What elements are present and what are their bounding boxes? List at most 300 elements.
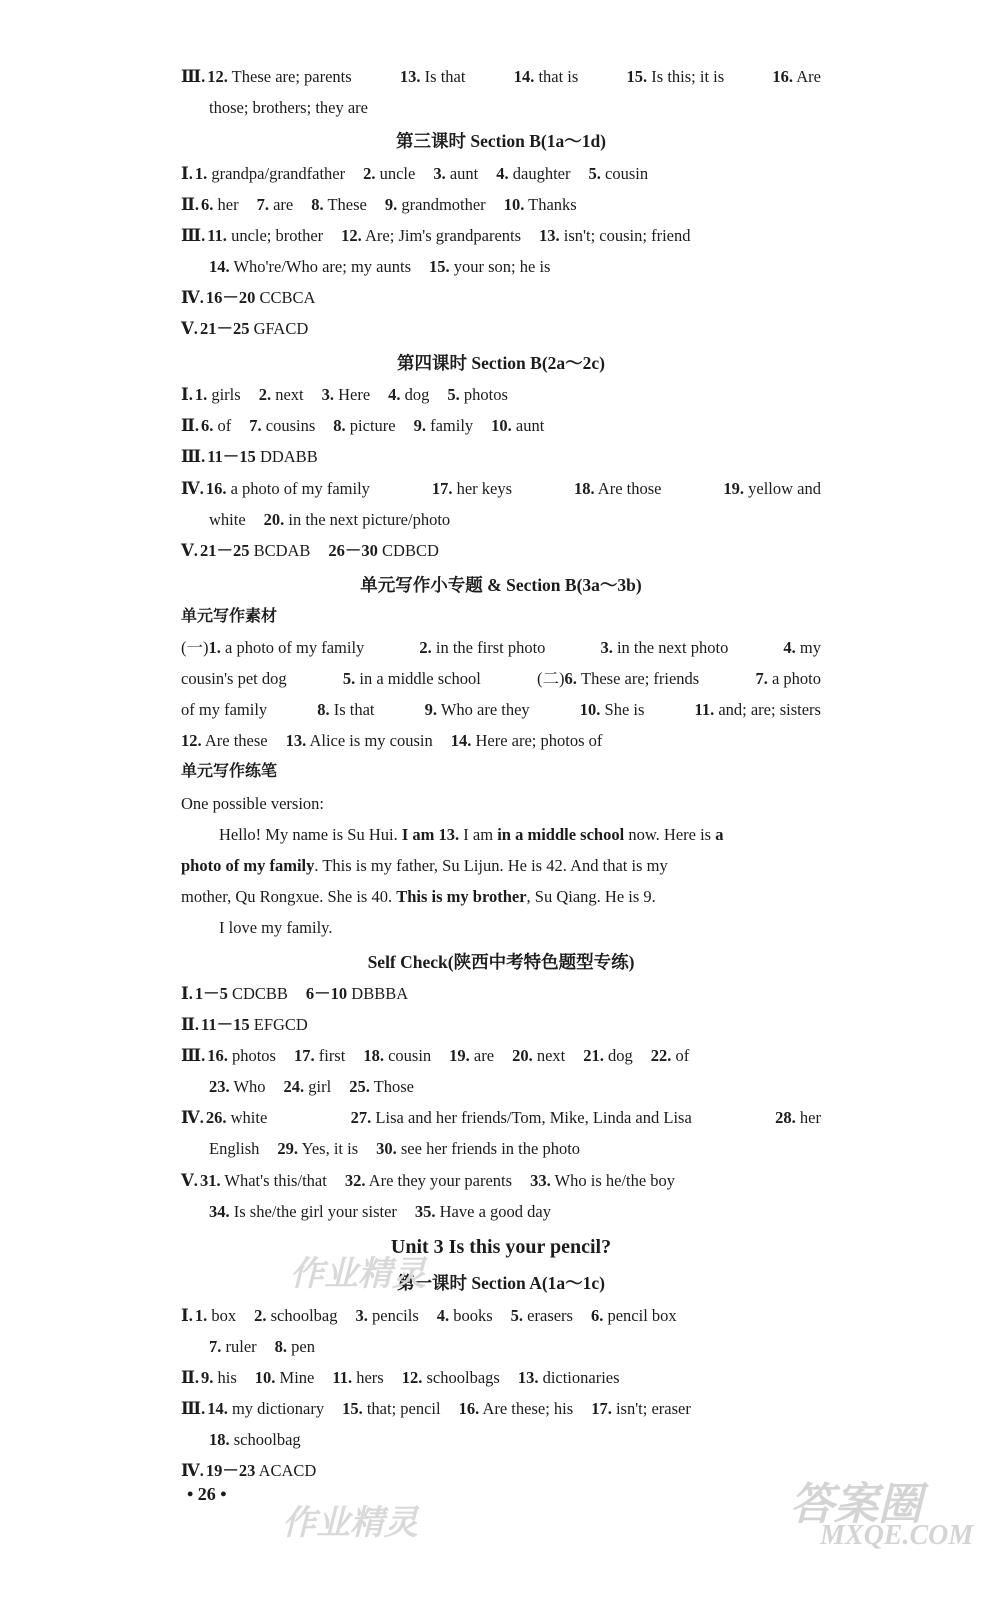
- question-number: 19－23: [205, 1461, 256, 1480]
- answer-item: [343, 668, 481, 690]
- question-number: 12.: [401, 1368, 423, 1387]
- question-number: 11－15: [207, 447, 256, 466]
- answer-item: [306, 984, 408, 1003]
- answer-text: pencils: [372, 1306, 419, 1325]
- answer-text: in the next picture/photo: [288, 510, 451, 529]
- answer-item: [591, 1399, 691, 1418]
- answer-line: [181, 446, 318, 468]
- answer-line: [181, 1460, 316, 1482]
- answer-item: [195, 385, 241, 404]
- answer-text: dictionaries: [542, 1368, 620, 1387]
- question-number: 1.: [194, 164, 208, 183]
- answer-text: What's this/that: [224, 1171, 327, 1190]
- question-number: 17.: [591, 1399, 612, 1418]
- question-number: 16.: [205, 479, 227, 498]
- question-group-numeral: Ⅰ.: [181, 164, 193, 183]
- answer-text: ACACD: [258, 1461, 317, 1480]
- question-number: 15.: [626, 67, 648, 86]
- question-number: 7.: [249, 416, 262, 435]
- answer-text: that is: [538, 67, 579, 86]
- answer-text: Who: [233, 1077, 266, 1096]
- answer-text: Here: [338, 385, 371, 404]
- answer-text: pen: [291, 1337, 315, 1356]
- section-heading: 第一课时 Section A(1a～1c): [396, 1273, 606, 1293]
- question-number: 10.: [254, 1368, 276, 1387]
- question-group-numeral: Ⅴ.: [181, 541, 198, 560]
- answer-item: [207, 447, 317, 466]
- answer-item: [206, 1461, 316, 1480]
- essay-text: Hello! My name is Su Hui.: [219, 825, 402, 844]
- answer-item: [363, 1046, 431, 1065]
- answer-text: These: [327, 195, 367, 214]
- answer-line: [181, 1170, 675, 1192]
- question-number: 1.: [194, 1306, 208, 1325]
- essay-text: , Su Qiang. He is 9.: [526, 887, 656, 906]
- answer-item: [591, 1306, 677, 1325]
- answer-line: [181, 540, 439, 562]
- answer-text: dog: [404, 385, 430, 404]
- answer-item: [201, 416, 231, 435]
- answer-line: [181, 793, 324, 815]
- question-group-numeral: Ⅲ.: [181, 67, 206, 86]
- answer-line: [181, 66, 821, 88]
- answer-text: hers: [356, 1368, 384, 1387]
- answer-text: of: [675, 1046, 690, 1065]
- answer-text: schoolbags: [426, 1368, 500, 1387]
- answer-item: [207, 226, 323, 245]
- answer-text: CCBCA: [259, 288, 316, 307]
- answer-text: Are these: [204, 731, 268, 750]
- section-heading: Self Check(陕西中考特色题型专练): [367, 952, 635, 972]
- answer-item: [580, 699, 645, 721]
- answer-text: next: [275, 385, 304, 404]
- answer-line: [181, 983, 408, 1005]
- answer-item: [332, 1368, 383, 1387]
- answer-line: [209, 1201, 551, 1223]
- answer-item: [259, 385, 304, 404]
- subsection-heading: 单元写作练笔: [181, 763, 278, 780]
- answer-text: cousin's pet dog: [181, 669, 287, 688]
- answer-line: [209, 509, 450, 531]
- question-number: 3.: [433, 164, 446, 183]
- answer-text: a photo of my family: [230, 479, 370, 498]
- answer-text: a photo of my family: [225, 638, 365, 657]
- question-number: 13.: [399, 67, 421, 86]
- question-number: 8.: [333, 416, 346, 435]
- answer-item: [195, 164, 345, 183]
- answer-text: pencil box: [607, 1306, 677, 1325]
- answer-text: Yes, it is: [301, 1139, 359, 1158]
- answer-item: [181, 637, 364, 659]
- answer-item: [206, 1107, 267, 1129]
- answer-item: [207, 66, 351, 88]
- emphasized-text: I am 13.: [401, 825, 460, 844]
- question-number: 4.: [388, 385, 401, 404]
- answer-item: [342, 1399, 441, 1418]
- answer-line: [181, 1107, 821, 1129]
- question-number: 28.: [775, 1108, 796, 1127]
- question-number: 18.: [573, 479, 595, 498]
- answer-text: Are; Jim's grandparents: [365, 226, 522, 245]
- answer-item: [496, 164, 570, 183]
- answer-item: [449, 1046, 494, 1065]
- question-number: 1－5: [194, 984, 228, 1003]
- answer-text: dog: [608, 1046, 633, 1065]
- answer-text: aunt: [515, 416, 545, 435]
- question-number: 35.: [414, 1202, 436, 1221]
- answer-item: [317, 699, 374, 721]
- answer-line: [181, 1014, 308, 1036]
- essay-text: now. Here is: [624, 825, 716, 844]
- answer-text: Lisa and her friends/Tom, Mike, Linda and Lisa: [375, 1108, 692, 1127]
- answer-text: BCDAB: [253, 541, 311, 560]
- answer-text: next: [536, 1046, 566, 1065]
- answer-item: [255, 1368, 315, 1387]
- question-number: 21.: [583, 1046, 604, 1065]
- answer-item: [583, 1046, 633, 1065]
- essay-text: mother, Qu Rongxue. She is 40.: [181, 887, 397, 906]
- answer-item: [419, 637, 545, 659]
- question-number: 6.: [201, 195, 214, 214]
- answer-text: of my family: [181, 700, 268, 719]
- question-number: 5.: [342, 669, 356, 688]
- question-number: 20.: [512, 1046, 533, 1065]
- answer-text: those; brothers; they are: [209, 98, 368, 117]
- answer-text: that; pencil: [366, 1399, 441, 1418]
- answer-item: [257, 195, 294, 214]
- question-number: 17.: [431, 479, 453, 498]
- question-number: 6.: [590, 1306, 604, 1325]
- answer-text: girl: [308, 1077, 332, 1096]
- question-number: 4.: [496, 164, 509, 183]
- answer-item: [589, 164, 649, 183]
- answer-item: [349, 1077, 414, 1096]
- question-number: 30.: [376, 1139, 397, 1158]
- answer-item: [530, 1171, 675, 1190]
- question-number: 23.: [209, 1077, 230, 1096]
- question-number: 11－15: [201, 1015, 250, 1034]
- question-number: 16.: [458, 1399, 480, 1418]
- answer-item: [755, 668, 821, 690]
- answer-item: [322, 385, 371, 404]
- answer-item: [209, 257, 411, 276]
- question-number: 15.: [429, 257, 450, 276]
- answer-item: [694, 699, 820, 721]
- answer-item: [209, 1202, 397, 1221]
- section-heading: 第三课时 Section B(1a～1d): [396, 131, 606, 151]
- answer-item: [447, 385, 508, 404]
- essay-line: [219, 824, 723, 846]
- question-number: 7.: [209, 1337, 222, 1356]
- question-number: 24.: [283, 1077, 305, 1096]
- answer-text: in the next photo: [616, 638, 729, 657]
- question-group-numeral: Ⅳ.: [181, 288, 204, 307]
- answer-text: yellow and: [748, 479, 821, 498]
- answer-text: your son; he is: [453, 257, 551, 276]
- section-heading: 第四课时 Section B(2a～2c): [396, 353, 606, 373]
- answer-item: [249, 416, 315, 435]
- question-number: 34.: [209, 1202, 230, 1221]
- answer-text: girls: [211, 385, 241, 404]
- answer-item: [209, 1139, 259, 1158]
- subsection-heading: 单元写作素材: [181, 608, 278, 625]
- answer-item: [388, 385, 429, 404]
- emphasized-text: This is my brother: [396, 887, 527, 906]
- answer-text: She is: [604, 700, 645, 719]
- answer-text: of: [217, 416, 232, 435]
- question-number: 13.: [285, 731, 307, 750]
- answer-item: [264, 510, 451, 529]
- answer-item: [200, 319, 308, 338]
- answer-text: Are those: [597, 479, 662, 498]
- question-group-numeral: Ⅰ.: [181, 984, 193, 1003]
- question-number: 11.: [694, 700, 715, 719]
- answer-text: cousins: [265, 416, 316, 435]
- answer-item: [514, 66, 579, 88]
- answer-text: Those: [373, 1077, 414, 1096]
- answer-text: uncle: [379, 164, 416, 183]
- question-number: 2.: [363, 164, 376, 183]
- answer-line: [181, 318, 308, 340]
- question-group-numeral: Ⅳ.: [181, 479, 204, 498]
- question-number: 21－25: [199, 319, 250, 338]
- question-number: 6.: [201, 416, 214, 435]
- answer-text: white: [230, 1108, 268, 1127]
- question-number: 6－10: [305, 984, 348, 1003]
- answer-text: isn't; eraser: [615, 1399, 691, 1418]
- answer-text: Alice is my cousin: [309, 731, 433, 750]
- answer-item: [783, 637, 821, 659]
- answer-item: [209, 1430, 301, 1449]
- question-number: 8.: [274, 1337, 288, 1356]
- answer-item: [518, 1368, 620, 1387]
- answer-line: [181, 478, 821, 500]
- question-number: 8.: [311, 195, 324, 214]
- answer-item: [209, 98, 368, 117]
- answer-line: [181, 668, 821, 690]
- answer-line: [181, 287, 315, 309]
- answer-text: her: [217, 195, 239, 214]
- part-label: (一): [181, 638, 209, 657]
- question-number: 18.: [363, 1046, 384, 1065]
- answer-text: books: [453, 1306, 493, 1325]
- question-group-numeral: Ⅰ.: [181, 385, 193, 404]
- answer-item: [311, 195, 367, 214]
- essay-text: . This is my father, Su Lijun. He is 42. And that is my: [314, 856, 668, 875]
- question-number: 32.: [344, 1171, 366, 1190]
- question-group-numeral: Ⅱ.: [181, 195, 200, 214]
- answer-item: [345, 1171, 512, 1190]
- answer-line: [209, 97, 368, 119]
- answer-item: [328, 541, 438, 560]
- answer-text: are: [473, 1046, 495, 1065]
- answer-text: a photo: [771, 669, 821, 688]
- question-number: 9.: [384, 195, 398, 214]
- answer-line: [181, 1305, 677, 1327]
- answer-text: Are these; his: [482, 1399, 574, 1418]
- answer-item: [376, 1139, 580, 1158]
- question-number: 3.: [321, 385, 334, 404]
- question-group-numeral: Ⅴ.: [181, 319, 198, 338]
- answer-text: his: [217, 1368, 237, 1387]
- question-number: 13.: [517, 1368, 539, 1387]
- answer-text: Is this; it is: [651, 67, 725, 86]
- answer-text: grandmother: [401, 195, 486, 214]
- answer-text: Mine: [279, 1368, 315, 1387]
- answer-item: [504, 195, 577, 214]
- answer-line: [181, 1398, 691, 1420]
- question-number: 27.: [350, 1108, 372, 1127]
- question-number: 14.: [450, 731, 472, 750]
- answer-text: her keys: [456, 479, 513, 498]
- question-number: 5.: [510, 1306, 524, 1325]
- answer-item: [775, 1107, 821, 1129]
- answer-text: English: [209, 1139, 260, 1158]
- answer-item: [459, 1399, 574, 1418]
- answer-text: my: [799, 638, 821, 657]
- answer-item: [207, 1046, 276, 1065]
- watermark: 作业精灵: [290, 1256, 426, 1293]
- question-number: 12.: [181, 731, 202, 750]
- answer-text: CDBCD: [382, 541, 439, 560]
- answer-item: [254, 1306, 337, 1325]
- answer-line: [181, 384, 508, 406]
- answer-item: [425, 699, 530, 721]
- essay-line: [181, 855, 668, 877]
- site-url-watermark: MXQE.COM: [820, 1520, 974, 1551]
- question-number: 13.: [539, 226, 560, 245]
- answer-item: [363, 164, 415, 183]
- answer-item: [275, 1337, 315, 1356]
- question-group-numeral: Ⅲ.: [181, 1046, 206, 1065]
- question-number: 11.: [332, 1368, 353, 1387]
- answer-item: [207, 1399, 324, 1418]
- answer-item: [209, 1077, 266, 1096]
- answer-text: my dictionary: [231, 1399, 325, 1418]
- question-number: 19.: [449, 1046, 470, 1065]
- answer-text: in a middle school: [359, 669, 481, 688]
- answer-text: schoolbag: [233, 1430, 301, 1449]
- answer-item: [209, 1337, 257, 1356]
- answer-line: [209, 1076, 414, 1098]
- question-number: 14.: [513, 67, 535, 86]
- question-number: 31.: [199, 1171, 221, 1190]
- answer-item: [209, 510, 246, 529]
- answer-item: [433, 164, 478, 183]
- answer-item: [200, 541, 310, 560]
- answer-item: [341, 226, 521, 245]
- question-number: 3.: [600, 638, 613, 657]
- page-number: • 26 •: [187, 1484, 227, 1504]
- question-number: 16.: [207, 1046, 228, 1065]
- question-group-numeral: Ⅲ.: [181, 447, 206, 466]
- question-number: 22.: [650, 1046, 672, 1065]
- question-number: 16.: [772, 67, 794, 86]
- answer-item: [206, 478, 370, 500]
- question-number: 26－30: [328, 541, 378, 560]
- answer-item: [432, 478, 512, 500]
- emphasized-text: a: [715, 825, 724, 844]
- question-number: 5.: [588, 164, 601, 183]
- answer-text: These are; friends: [581, 669, 700, 688]
- answer-item: [284, 1077, 332, 1096]
- answer-text: family: [430, 416, 474, 435]
- section-heading: 单元写作小专题 & Section B(3a～3b): [360, 575, 642, 595]
- question-number: 33.: [530, 1171, 551, 1190]
- answer-item: [206, 288, 316, 307]
- answer-text: Is she/the girl your sister: [233, 1202, 397, 1221]
- answer-item: [400, 66, 466, 88]
- answer-item: [537, 668, 699, 690]
- question-number: 21－25: [199, 541, 250, 560]
- question-group-numeral: Ⅰ.: [181, 1306, 193, 1325]
- answer-item: [414, 416, 474, 435]
- answer-text: Is that: [333, 700, 375, 719]
- answer-text: daughter: [512, 164, 571, 183]
- emphasized-text: photo of my family: [181, 856, 315, 875]
- answer-text: and; are; sisters: [718, 700, 821, 719]
- answer-text: One possible version:: [181, 794, 324, 813]
- question-number: 5.: [447, 385, 460, 404]
- answer-item: [574, 478, 662, 500]
- answer-item: [539, 226, 690, 245]
- question-group-numeral: Ⅲ.: [181, 226, 206, 245]
- answer-item: [356, 1306, 419, 1325]
- question-number: 10.: [491, 416, 512, 435]
- answer-item: [491, 416, 544, 435]
- answer-item: [200, 1171, 327, 1190]
- answer-item: [201, 195, 239, 214]
- question-number: 14.: [209, 257, 230, 276]
- answer-text: schoolbag: [270, 1306, 338, 1325]
- answer-item: [627, 66, 725, 88]
- question-group-numeral: Ⅳ.: [181, 1108, 204, 1127]
- question-number: 26.: [205, 1108, 227, 1127]
- question-group-numeral: Ⅲ.: [181, 1399, 206, 1418]
- answer-item: [651, 1046, 690, 1065]
- answer-item: [195, 1306, 236, 1325]
- question-number: 7.: [256, 195, 269, 214]
- section-heading: Unit 3 Is this your pencil?: [390, 1236, 612, 1258]
- answer-item: [294, 1046, 345, 1065]
- answer-item: [181, 699, 267, 721]
- answer-item: [181, 668, 287, 690]
- question-number: 3.: [355, 1306, 368, 1325]
- answer-line: [209, 1138, 580, 1160]
- answer-text: DDABB: [259, 447, 318, 466]
- question-number: 2.: [419, 638, 432, 657]
- answer-text: Who is he/the boy: [554, 1171, 676, 1190]
- answer-item: [723, 478, 821, 500]
- answer-item: [429, 257, 550, 276]
- answer-text: Who are they: [440, 700, 530, 719]
- question-number: 9.: [424, 700, 437, 719]
- answer-item: [600, 637, 728, 659]
- question-number: 29.: [277, 1139, 299, 1158]
- answer-text: Here are; photos of: [475, 731, 603, 750]
- question-number: 6.: [564, 669, 577, 688]
- question-group-numeral: Ⅴ.: [181, 1171, 198, 1190]
- question-number: 25.: [349, 1077, 370, 1096]
- answer-item: [286, 731, 433, 750]
- answer-text: GFACD: [253, 319, 309, 338]
- question-number: 16－20: [205, 288, 256, 307]
- question-number: 10.: [579, 700, 601, 719]
- question-number: 15.: [342, 1399, 363, 1418]
- answer-line: [209, 1336, 315, 1358]
- answer-line: [181, 699, 821, 721]
- question-number: 4.: [436, 1306, 450, 1325]
